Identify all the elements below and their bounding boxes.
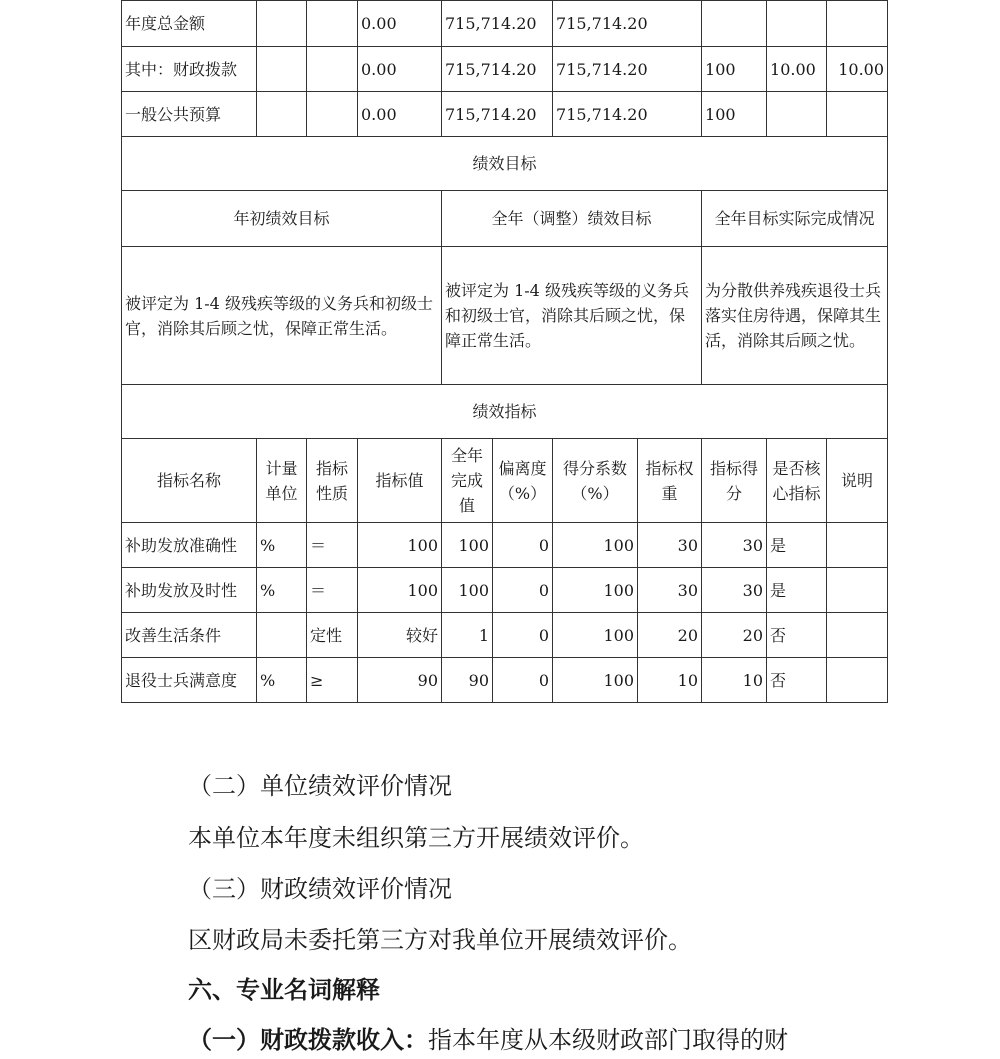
indicator-nature: ≥: [307, 658, 358, 703]
header-note: 说明: [827, 439, 888, 523]
funding-exec: 715,714.20: [553, 47, 702, 92]
funding-start: 0.00: [358, 1, 442, 47]
funding-name: 其中：财政拨款: [122, 47, 257, 92]
funding-row: [122, 1, 888, 47]
indicator-score: 10: [702, 658, 767, 703]
funding-score: 10.00: [827, 47, 888, 92]
indicator-coef: 100: [553, 658, 638, 703]
indicator-value: 100: [358, 568, 442, 613]
goals-col-initial: 年初绩效目标: [122, 191, 442, 247]
indicator-unit: %: [257, 658, 307, 703]
header-nature: 指标性质: [307, 439, 358, 523]
indicator-name: 改善生活条件: [122, 613, 257, 658]
funding-rate: 100: [702, 47, 767, 92]
section-heading-6: 六、专业名词解释: [188, 975, 380, 1004]
indicator-dev: 0: [493, 568, 553, 613]
indicator-row: [122, 523, 888, 568]
indicator-note: [827, 658, 888, 703]
indicator-dev: 0: [493, 658, 553, 703]
header-value: 指标值: [358, 439, 442, 523]
indicator-weight: 10: [638, 658, 702, 703]
funding-weight: 10.00: [767, 47, 827, 92]
funding-score: [827, 92, 888, 137]
indicator-nature: 定性: [307, 613, 358, 658]
goals-initial-text: 被评定为 1-4 级残疾等级的义务兵和初级士官，消除其后顾之忧，保障正常生活。: [122, 247, 442, 385]
indicator-value: 100: [358, 523, 442, 568]
indicator-dev: 0: [493, 523, 553, 568]
indicator-score: 30: [702, 568, 767, 613]
indicator-note: [827, 568, 888, 613]
section-heading-2: （二）单位绩效评价情况: [188, 772, 452, 800]
goals-col-adjusted: 全年（调整）绩效目标: [442, 191, 702, 247]
funding-exec: 715,714.20: [553, 92, 702, 137]
indicator-nature: ＝: [307, 568, 358, 613]
indicator-unit: %: [257, 523, 307, 568]
goals-col-actual: 全年目标实际完成情况: [702, 191, 888, 247]
indicator-weight: 30: [638, 523, 702, 568]
funding-weight: [767, 92, 827, 137]
indicator-weight: 20: [638, 613, 702, 658]
indicator-unit: [257, 613, 307, 658]
indicator-dev: 0: [493, 613, 553, 658]
paragraph-6: [188, 1020, 788, 1055]
funding-start: 0.00: [358, 47, 442, 92]
indicator-done: 100: [442, 568, 493, 613]
indicator-row: [122, 613, 888, 658]
header-done: 全年完成值: [442, 439, 493, 523]
indicator-core: 是: [767, 568, 827, 613]
indicators-section-title: 绩效指标: [122, 385, 888, 439]
funding-exec: 715,714.20: [553, 1, 702, 47]
goals-actual-text: 为分散供养残疾退役士兵落实住房待遇，保障其生活，消除其后顾之忧。: [702, 247, 888, 385]
indicator-row: [122, 658, 888, 703]
funding-weight: [767, 1, 827, 47]
header-dev: 偏离度（%）: [493, 439, 553, 523]
indicator-coef: 100: [553, 613, 638, 658]
indicator-name: 退役士兵满意度: [122, 658, 257, 703]
indicator-score: 30: [702, 523, 767, 568]
header-core: 是否核心指标: [767, 439, 827, 523]
indicator-nature: ＝: [307, 523, 358, 568]
header-unit: 计量单位: [257, 439, 307, 523]
indicator-note: [827, 523, 888, 568]
funding-rate: 100: [702, 92, 767, 137]
funding-row: [122, 92, 888, 137]
paragraph-3: 区财政局未委托第三方对我单位开展绩效评价。: [188, 926, 692, 954]
indicator-weight: 30: [638, 568, 702, 613]
paragraph-2: 本单位本年度未组织第三方开展绩效评价。: [188, 824, 644, 852]
indicator-header-row: [122, 439, 888, 523]
indicator-coef: 100: [553, 568, 638, 613]
goals-section-title: 绩效目标: [122, 137, 888, 191]
term-definition: 指本年度从本级财政部门取得的财: [428, 1026, 788, 1054]
indicator-done: 100: [442, 523, 493, 568]
header-weight: 指标权重: [638, 439, 702, 523]
indicator-value: 较好: [358, 613, 442, 658]
indicator-coef: 100: [553, 523, 638, 568]
funding-full: 715,714.20: [442, 92, 553, 137]
indicator-core: 是: [767, 523, 827, 568]
indicator-core: 否: [767, 658, 827, 703]
funding-score: [827, 1, 888, 47]
header-score: 指标得分: [702, 439, 767, 523]
funding-start: 0.00: [358, 92, 442, 137]
indicator-score: 20: [702, 613, 767, 658]
funding-full: 715,714.20: [442, 1, 553, 47]
performance-table: [121, 0, 888, 703]
funding-row: [122, 47, 888, 92]
goals-adjusted-text: 被评定为 1-4 级残疾等级的义务兵和初级士官，消除其后顾之忧，保障正常生活。: [442, 247, 702, 385]
indicator-row: [122, 568, 888, 613]
header-coef: 得分系数（%）: [553, 439, 638, 523]
funding-name: 一般公共预算: [122, 92, 257, 137]
indicator-unit: %: [257, 568, 307, 613]
funding-rate: [702, 1, 767, 47]
indicator-done: 90: [442, 658, 493, 703]
section-heading-3: （三）财政绩效评价情况: [188, 875, 452, 903]
term-label: （一）财政拨款收入：: [188, 1025, 428, 1054]
funding-full: 715,714.20: [442, 47, 553, 92]
indicator-done: 1: [442, 613, 493, 658]
indicator-name: 补助发放准确性: [122, 523, 257, 568]
funding-name: 年度总金额: [122, 1, 257, 47]
indicator-core: 否: [767, 613, 827, 658]
indicator-name: 补助发放及时性: [122, 568, 257, 613]
indicator-note: [827, 613, 888, 658]
header-name: 指标名称: [122, 439, 257, 523]
indicator-value: 90: [358, 658, 442, 703]
